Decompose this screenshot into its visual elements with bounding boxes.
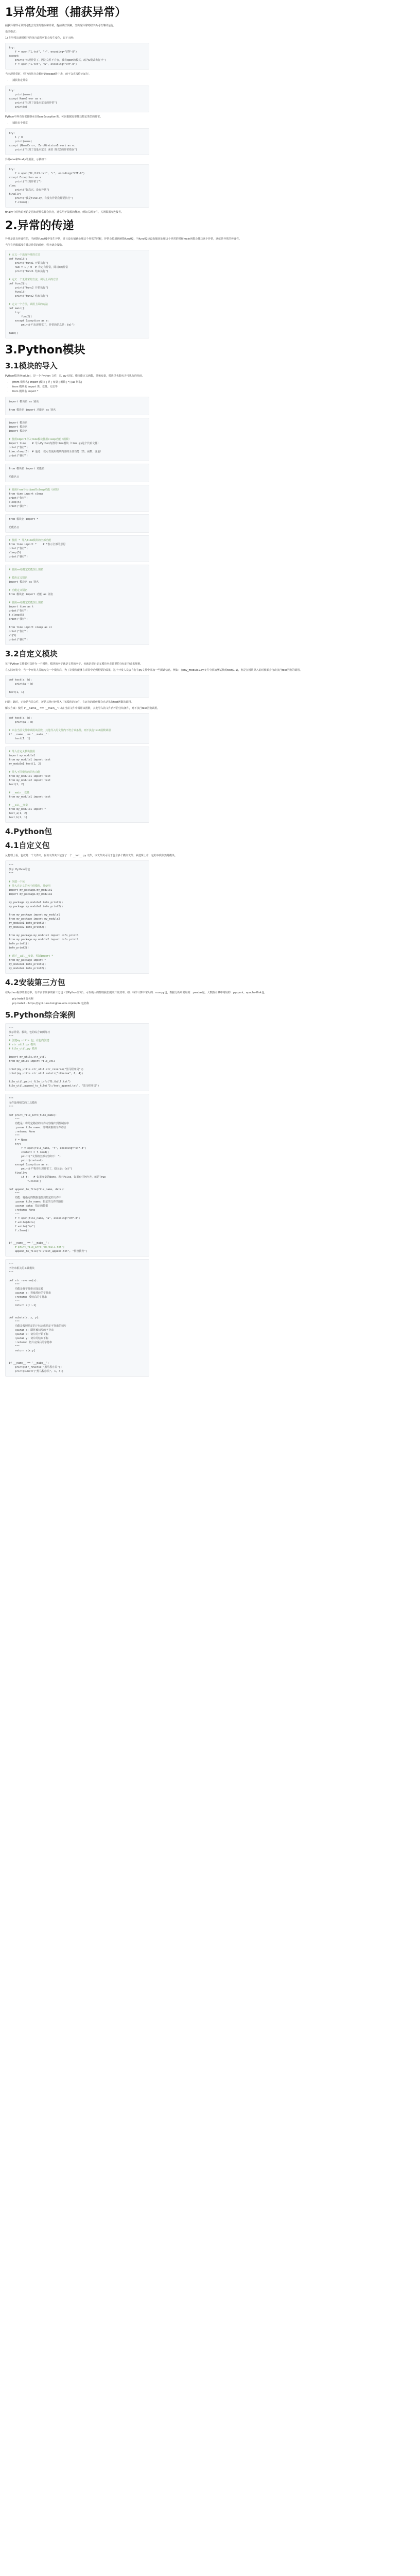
code-line: f = open(file_name, "a", encoding="UTF-8") (9, 1217, 80, 1220)
bullet-list (5, 997, 415, 1006)
code-line: print(a + b) (9, 683, 34, 686)
code-line: from 模块名 import 功能名 as 别名 (9, 409, 56, 412)
paragraph: 异常else和finally的用法，示例如下： (5, 158, 49, 161)
code-line: append_to_file("D:/test_append.txt", "传智教育") (9, 1250, 87, 1253)
code-line (9, 274, 146, 278)
code-block (5, 485, 149, 512)
code-line: test(1, 1) (9, 691, 25, 694)
code-line: from my_utils import file_util (9, 1060, 56, 1063)
paragraph: 解决方案：使用 if __name__ == '__main__': 只在当前文件中调用该函数，其他导入的文件内不符合该条件，则不执行test函数调用。 (5, 707, 160, 710)
code-line: 功能是：将给定路径的文件内容输出到控制台中 (9, 1122, 69, 1125)
code-line: import 模块名 as 别名 (9, 581, 39, 584)
subheading: 4.2安装第三方包 (5, 978, 65, 987)
code-line: # 定义一个方法，调用上面的方法 (9, 303, 48, 306)
code-line: try: (9, 89, 15, 92)
code-line: print("你好") (9, 609, 28, 613)
code-line: import my_package.my_module1 (9, 889, 52, 892)
code-line: import my_package.my_module2 (9, 893, 52, 896)
code-line: """ (9, 1118, 20, 1121)
code-line: print(name) (9, 140, 32, 143)
code-line: print("好高兴，没有异常") (9, 189, 50, 192)
code-line: # 使用from导入time的sleep功能（函数） (9, 488, 61, 492)
code-line: sleep(5) (9, 551, 22, 554)
code-line: test(1, 1) (9, 737, 31, 740)
code-line: :return: 切片完成后的字符串 (9, 1341, 52, 1344)
list-item: • from 模块名 import 类、变量、方法等 (12, 385, 415, 389)
code-line: from 模块名 import * (9, 518, 39, 521)
code-line: :param s: 将被反转的字符串 (9, 1292, 51, 1295)
code-line: main() (9, 332, 19, 335)
code-line: print("你好") (9, 547, 28, 550)
code-line: def append_to_file(file_name, data): (9, 1188, 65, 1191)
code-line: """ (9, 1345, 20, 1348)
paragraph: finally中的代码无论是否出现异常都会执行，通常用于资源的释放，例如关闭文件、关闭数据库连接等。 (5, 211, 124, 214)
code-line (9, 876, 146, 880)
code-line: print("我好") (9, 618, 28, 621)
code-line (9, 1275, 146, 1279)
list-item: • pip install -i https://pypi.tuna.tsinghua.edu.cn/simple 包名称 (12, 1002, 415, 1006)
code-line: # 模块定义别名 (9, 577, 28, 580)
list-item: • 捕获多个异常 (12, 121, 415, 126)
code-line: sleep(5) (9, 501, 22, 504)
code-line: 功能是按照给定的下标完成给定字符串的切片 (9, 1325, 67, 1328)
code-line: sl(5) (9, 634, 17, 637)
code-line: file_util.print_file_info("D:/bill.txt") (9, 1080, 71, 1083)
code-line: :return: None (9, 1130, 36, 1133)
code-line: num = 1 / 0 # 肯定有异常，除以0的异常 (9, 266, 68, 269)
code-line: 功能名() (9, 476, 20, 479)
code-line: from 模块名 import 功能 as 别名 (9, 593, 54, 596)
bullet-list (5, 78, 415, 83)
code-line: f.close() (9, 1229, 29, 1232)
code-block (5, 535, 149, 562)
code-line (9, 929, 146, 934)
code-block (5, 514, 149, 533)
code-line: test_a(1, 2) (9, 812, 28, 815)
code-line: :param file_name: 即将读取的文件路径 (9, 1126, 66, 1129)
code-line: else: (9, 184, 17, 188)
code-line: print("我是finally，有没有异常我都要执行") (9, 197, 74, 200)
code-line (9, 584, 146, 588)
code-line: def test(a, b): (9, 679, 32, 682)
code-line: my_module1.test(1, 2) (9, 762, 42, 766)
code-line: """ (9, 872, 14, 875)
list-item: • [from 模块名] import [模块 | 类 | 变量 | 函数 | *] [as 别名] (12, 380, 415, 385)
code-line: f.write("\n") (9, 1225, 36, 1228)
code-line: print("func2 开始执行") (9, 286, 49, 290)
section (5, 344, 415, 1377)
code-line: import time as t (9, 605, 34, 608)
code-line: """ (9, 1027, 14, 1030)
paragraph: 1) 在异常出现时程序的执行流程可能会发生变化，如下示例： (5, 37, 76, 40)
code-line: if f: # 如果变量是None，表示False，如果有任何内容，就是True (9, 1176, 106, 1179)
code-line: except Exception as e: (9, 319, 49, 323)
code-line (9, 327, 146, 331)
code-line (9, 686, 146, 690)
code-line: # str_util.py 模块 (9, 1043, 36, 1046)
code-line: """ (9, 1106, 14, 1109)
code-line: # 功能定义别名 (9, 589, 28, 592)
code-line: """ (9, 1283, 20, 1286)
code-line: :param y: 切片的结束下标 (9, 1337, 49, 1340)
section-heading: 3.Python模块 (5, 344, 85, 357)
code-line: from time import sleep as sl (9, 626, 52, 629)
code-line: return s[x:y] (9, 1349, 36, 1352)
code-line: import time # 导入Python内置的time模块（time.py这个代码文件） (9, 442, 100, 445)
code-line (9, 1308, 146, 1312)
code-line: # 使用 * 导入time模块的全部功能 (9, 539, 51, 542)
code-block (5, 86, 149, 112)
code-line: :return: None (9, 1209, 36, 1212)
code-block (5, 1259, 149, 1377)
code-line: print("func1 开始执行") (9, 262, 49, 265)
code-line: def main(): (9, 307, 26, 310)
code-line: f = open(file_name, "r", encoding="UTF-8") (9, 1147, 86, 1150)
code-line: # 定义一个无异常的方法，调用上面的方法 (9, 278, 59, 281)
paragraph: 从物理上看，包就是一个文件夹，在该文件夹下包含了一个 __init__.py 文件，该文件夹可用于包含多个模块文件；从逻辑上看，包的本质依然是模块。 (5, 854, 177, 857)
code-line: """ (9, 1300, 20, 1303)
code-line: import my_module1 (9, 754, 36, 757)
code-line: print("func2 结束执行") (9, 295, 49, 298)
code-line: """ (9, 1320, 20, 1324)
code-line: print("我好") (9, 555, 28, 558)
code-line: print("你好") (9, 497, 28, 500)
code-line: if __name__ == '__main__': (9, 1242, 49, 1245)
code-line: :param s: 即将被切片的字符串 (9, 1329, 54, 1332)
code-line: 功能是将字符串完成反转 (9, 1287, 44, 1291)
code-line (9, 298, 146, 302)
code-line (9, 471, 146, 475)
code-line: """ (9, 1134, 20, 1138)
code-line: content = f.read() (9, 1151, 49, 1154)
code-line (9, 1312, 146, 1316)
code-line (9, 799, 146, 803)
code-line (9, 909, 146, 913)
code-line: f.write(data) (9, 1221, 36, 1224)
code-line: f.close() (9, 1180, 42, 1183)
code-line: # 定义一个出现异常的方法 (9, 253, 41, 257)
code-block (5, 464, 149, 482)
code-line: file_util.append_to_file("D:/test_append.txt", "黑马程序员") (9, 1084, 99, 1088)
code-line: # __main__变量 (9, 791, 30, 794)
code-line (9, 404, 146, 408)
code-line: f.close() (9, 201, 29, 204)
code-line: """ (9, 1271, 14, 1274)
code-line: """ (9, 1035, 14, 1038)
code-line (9, 1076, 146, 1080)
code-line (9, 766, 146, 770)
code-line: """ (9, 1263, 14, 1266)
code-line: f = open("1.txt", "w", encoding="UTF-8") (9, 63, 77, 66)
code-line: def substr(s, x, y): (9, 1316, 40, 1319)
code-line: print("出现了变量未定义的异常") (9, 101, 58, 105)
code-block (5, 128, 149, 155)
code-line: # 通过__all__变量，控制import * (9, 955, 54, 958)
code-line: import 模块名 (9, 430, 28, 433)
code-line: if __name__ == '__main__': (9, 1362, 49, 1365)
code-block (5, 565, 149, 645)
code-line: def func2(): (9, 282, 28, 285)
code-line: :return: 反转后的字符串 (9, 1296, 47, 1299)
code-line: from my_package import my_module2 (9, 918, 60, 921)
code-line: print("文件的全部内容如下：") (9, 1155, 61, 1158)
code-line (9, 1183, 146, 1188)
code-line: """ (9, 1097, 14, 1100)
code-line: :param x: 切片的开始下标 (9, 1333, 49, 1336)
code-line: import 模块名 (9, 426, 28, 429)
code-line: # file_util.py 模块 (9, 1047, 38, 1050)
code-line: my_module1.info_print1() (9, 922, 46, 925)
code-line: print("出现了变量未定义 或者 除以0的异常错误") (9, 148, 78, 151)
code-line (9, 1357, 146, 1361)
code-line: func1() (9, 291, 26, 294)
code-line: info_print2() (9, 946, 29, 950)
code-line: from time import sleep (9, 493, 43, 496)
paragraph: 语法格式： (5, 30, 19, 33)
code-line: test(1, 2) (9, 783, 25, 786)
code-line: # print_file_info("D:/bill.txt") (9, 1246, 65, 1249)
code-line: from my_package.my_module1 import info_print1 (9, 934, 79, 937)
code-line: f = open("D:/123.txt", "r", encoding="UTF-8") (9, 172, 85, 175)
code-line (9, 896, 146, 901)
paragraph: 问题：此时，无论是当前文件，还是其他已经导入了该模块的文件，在运行的时候都会自动执行test函数的调用。 (5, 701, 134, 704)
code-line: except Exception as e: (9, 176, 43, 179)
code-line: my_module2.info_print2() (9, 926, 46, 929)
code-block (5, 164, 149, 208)
code-line: # 导入不同模块的同名功能 (9, 771, 41, 774)
code-line: print(str_reverse("黑马程序员")) (9, 1366, 62, 1369)
section-heading: 1异常处理（捕获异常） (5, 6, 127, 19)
code-line: from my_package.my_module2 import info_print2 (9, 938, 79, 941)
code-line: except Exception as e: (9, 1163, 49, 1166)
code-line: print(my_utils.str_util.substr("itheima", 0, 4)) (9, 1072, 83, 1075)
code-line (9, 433, 146, 437)
code-line (9, 572, 146, 576)
code-line (9, 1233, 146, 1237)
subheading: 3.2自定义模块 (5, 649, 58, 658)
code-line: print("你好") (9, 630, 28, 633)
code-line: """ (9, 1192, 20, 1195)
code-block (5, 418, 149, 461)
code-block (5, 250, 149, 338)
code-line: info_print1() (9, 942, 29, 945)
code-line: try: (9, 46, 15, 49)
code-line: import 模块名 as 别名 (9, 400, 39, 403)
code-block (5, 860, 149, 974)
subheading: 5.Python综合案例 (5, 1010, 76, 1020)
code-line: try: (9, 168, 15, 171)
code-block (5, 1094, 149, 1257)
code-line: print("出现异常了，因为文件不存在，我将open的模式，改为w模式去打开") (9, 59, 107, 62)
code-line (9, 521, 146, 526)
code-line (9, 724, 146, 728)
bullet-list (5, 380, 415, 394)
code-line (9, 621, 146, 625)
code-line: print("我好") (9, 638, 28, 641)
subheading: 3.1模块的导入 (5, 361, 58, 370)
code-line: 字符串相关的工具模块 (9, 1267, 35, 1270)
code-line: from my_module1 import test (9, 758, 51, 761)
code-line: print(name) (9, 93, 32, 96)
code-line: import my_utils.str_util (9, 1056, 46, 1059)
code-line (9, 1051, 146, 1055)
code-line: print(f"出现异常了，异常的信息是：{e}") (9, 324, 75, 327)
code-block (5, 1023, 149, 1091)
code-line: my_package.my_module2.info_print2() (9, 905, 63, 908)
code-line: from my_module1 import test (9, 795, 51, 799)
code-line: # 只在当前文件中调用该函数，其他导入的文件内不符合该条件，则不执行test函数调用 (9, 729, 111, 732)
code-line: 文件处理相关的工具模块 (9, 1101, 38, 1105)
code-line: # 使用as给特定功能加上别名 (9, 568, 44, 571)
code-line: 功能名() (9, 526, 20, 529)
section-intro: 捕获异常即可预判可能会发生的错误和异常，提前做好预案，当出现异常时程序仍可以继续运行。 (5, 24, 116, 27)
code-block (5, 747, 149, 823)
code-line: # 创建一个包 (9, 880, 25, 884)
code-line: :param file_name: 指定的文件的路径 (9, 1200, 64, 1204)
code-line: except: (9, 55, 20, 58)
list-item: • 捕获指定异常 (12, 78, 415, 83)
paragraph: 每个Python文件都可以作为一个模块，模块的名字就是文件的名字，也就是说自定义模块名必须要符合标识符命名规则。 (5, 663, 143, 666)
code-block (5, 713, 149, 744)
paragraph: 当所有函数都没有捕获异常的时候，程序就会报错。 (5, 244, 65, 247)
code-line: finally: (9, 193, 22, 196)
code-line: print("我好") (9, 454, 28, 457)
paragraph: 在Python程序的生态中，有许多非常多的第三方包（非Python官方），可以极大的帮助我们提高开发效率，如：科学计算中常用的：numpy包，数据分析中常用的：pandas包，大数据计算中常用的：pyspark、apache-flink包。 (5, 991, 267, 994)
code-line: 演示 Python的包 (9, 868, 30, 871)
code-line: try: (9, 1143, 22, 1146)
code-line: 演示异常、模块、包的综合案例练习 (9, 1031, 50, 1034)
list-item: • pip install 包名称 (12, 997, 415, 1002)
code-line: from my_module1 import * (9, 808, 46, 811)
code-line: def test(a, b): (9, 717, 32, 720)
code-line: t.sleep(5) (9, 614, 25, 617)
code-line: print("func1 结束执行") (9, 270, 49, 273)
code-line (9, 950, 146, 954)
code-line (9, 1353, 146, 1357)
paragraph: 当出现异常时，程序的执行会跳转到except块中去，而不会直接终止运行。 (5, 73, 91, 76)
code-line: time.sleep(5) # 通过: 就可以使用模块内部的全部功能（类、函数、变量） (9, 450, 103, 453)
paragraph: Python中所有异常都继承自BaseException类，可以根据需要捕获特定类型的异常。 (5, 115, 103, 118)
code-line: if __name__ == '__main__': (9, 733, 49, 736)
code-line: from my_module2 import test (9, 779, 51, 782)
code-line: """ (9, 1213, 20, 1216)
code-line: print(f"程序出现异常了，原因是：{e}") (9, 1167, 73, 1171)
code-line (9, 1237, 146, 1241)
code-line: from my_package import my_module1 (9, 913, 60, 917)
code-line: """ (9, 864, 14, 867)
code-line: f = None (9, 1139, 28, 1142)
code-line: print(a + b) (9, 721, 34, 724)
code-line (9, 787, 146, 791)
code-line: print("我好") (9, 505, 28, 508)
code-line: 1 / 0 (9, 136, 23, 139)
code-line: :param data: 指定的数据 (9, 1205, 48, 1208)
section-intro: 异常是具有传递性的，当函数func01中发生异常，并且没有捕获处理这个异常的时候，异常会传递到函数func02，当func02也没有捕获处理这个异常的时候main函数会捕获这个异常，这就是异常的传递性。 (5, 238, 242, 241)
code-line (9, 1109, 146, 1113)
code-line: # 导入自定义的包中的模块，并使用 (9, 885, 51, 888)
code-line: def str_reverse(s): (9, 1279, 39, 1282)
code-block (5, 675, 149, 698)
code-line (9, 597, 146, 601)
bullet-list (5, 121, 415, 126)
code-line: # 创建my_utils 包，在包内创建： (9, 1039, 52, 1042)
code-line: from 模块名 import 功能名 (9, 467, 45, 470)
code-line: from my_module1 import test (9, 775, 51, 778)
section (5, 6, 415, 214)
code-block (5, 43, 149, 70)
code-line: # __all__变量 (9, 804, 28, 807)
list-item: • from 模块名 import * (12, 389, 415, 394)
code-line: return s[::-1] (9, 1304, 37, 1307)
code-line: 功能：将指定的数据追加到指定的文件中 (9, 1196, 62, 1199)
code-line: my_package.my_module1.info_print1() (9, 901, 63, 904)
code-line: # 使用as给特定功能加上别名 (9, 601, 44, 604)
code-line: from my_package import * (9, 959, 46, 962)
code-line: # 使用import导入time模块使用sleep功能（函数） (9, 438, 72, 441)
code-line: print("出现异常了") (9, 180, 42, 183)
code-line: from time import * # *表示全部的意思 (9, 543, 66, 546)
code-line: try: (9, 132, 15, 135)
code-line: try: (9, 311, 22, 314)
code-line: print(my_utils.str_util.str_reverse("黑马程序员")) (9, 1068, 84, 1071)
code-line: print(content) (9, 1159, 43, 1162)
code-line: except (NameError, ZeroDivisionError) as e: (9, 144, 76, 147)
section-heading: 2.异常的传递 (5, 219, 74, 232)
code-line (9, 1063, 146, 1067)
paragraph: 在实际开发中，当一个开发人员编写完一个模块后，为了让模块能够在项目中达到想要的效果，这个开发人员会自行在py文件中添加一些测试信息，例如：在my_module1.py文件中添加测试代码test(1,1)，但是在模块导入的时候都会自动执行test函数的调用。 (5, 669, 303, 672)
code-line: def print_file_info(file_name): (9, 1114, 57, 1117)
code-line: my_module2.info_print2() (9, 967, 46, 970)
code-line: test_b(2, 1) (9, 816, 28, 819)
subheading: 4.Python包 (5, 827, 52, 836)
code-line: def func1(): (9, 258, 28, 261)
code-line: print("你好") (9, 446, 28, 449)
code-line: print(substr("黑马程序员", 1, 3)) (9, 1370, 64, 1373)
code-line: except NameError as e: (9, 97, 43, 100)
paragraph: Python模块(Module)，是一个 Python 文件，以 .py 结尾。模块能定义函数，类和变量，模块里也能包含可执行的代码。 (5, 375, 145, 378)
section (5, 219, 415, 338)
code-line: # 导入自定义模块使用 (9, 750, 36, 753)
code-line: finally: (9, 1172, 28, 1175)
code-line: my_module1.info_print1() (9, 963, 46, 966)
code-block (5, 397, 149, 415)
code-line: import 模块名 (9, 421, 28, 425)
code-line: func2() (9, 315, 32, 318)
code-line: f = open("1.txt", "r", encoding="UTF-8") (9, 50, 77, 54)
subheading: 4.1自定义包 (5, 841, 50, 850)
code-line: print(e) (9, 106, 28, 109)
